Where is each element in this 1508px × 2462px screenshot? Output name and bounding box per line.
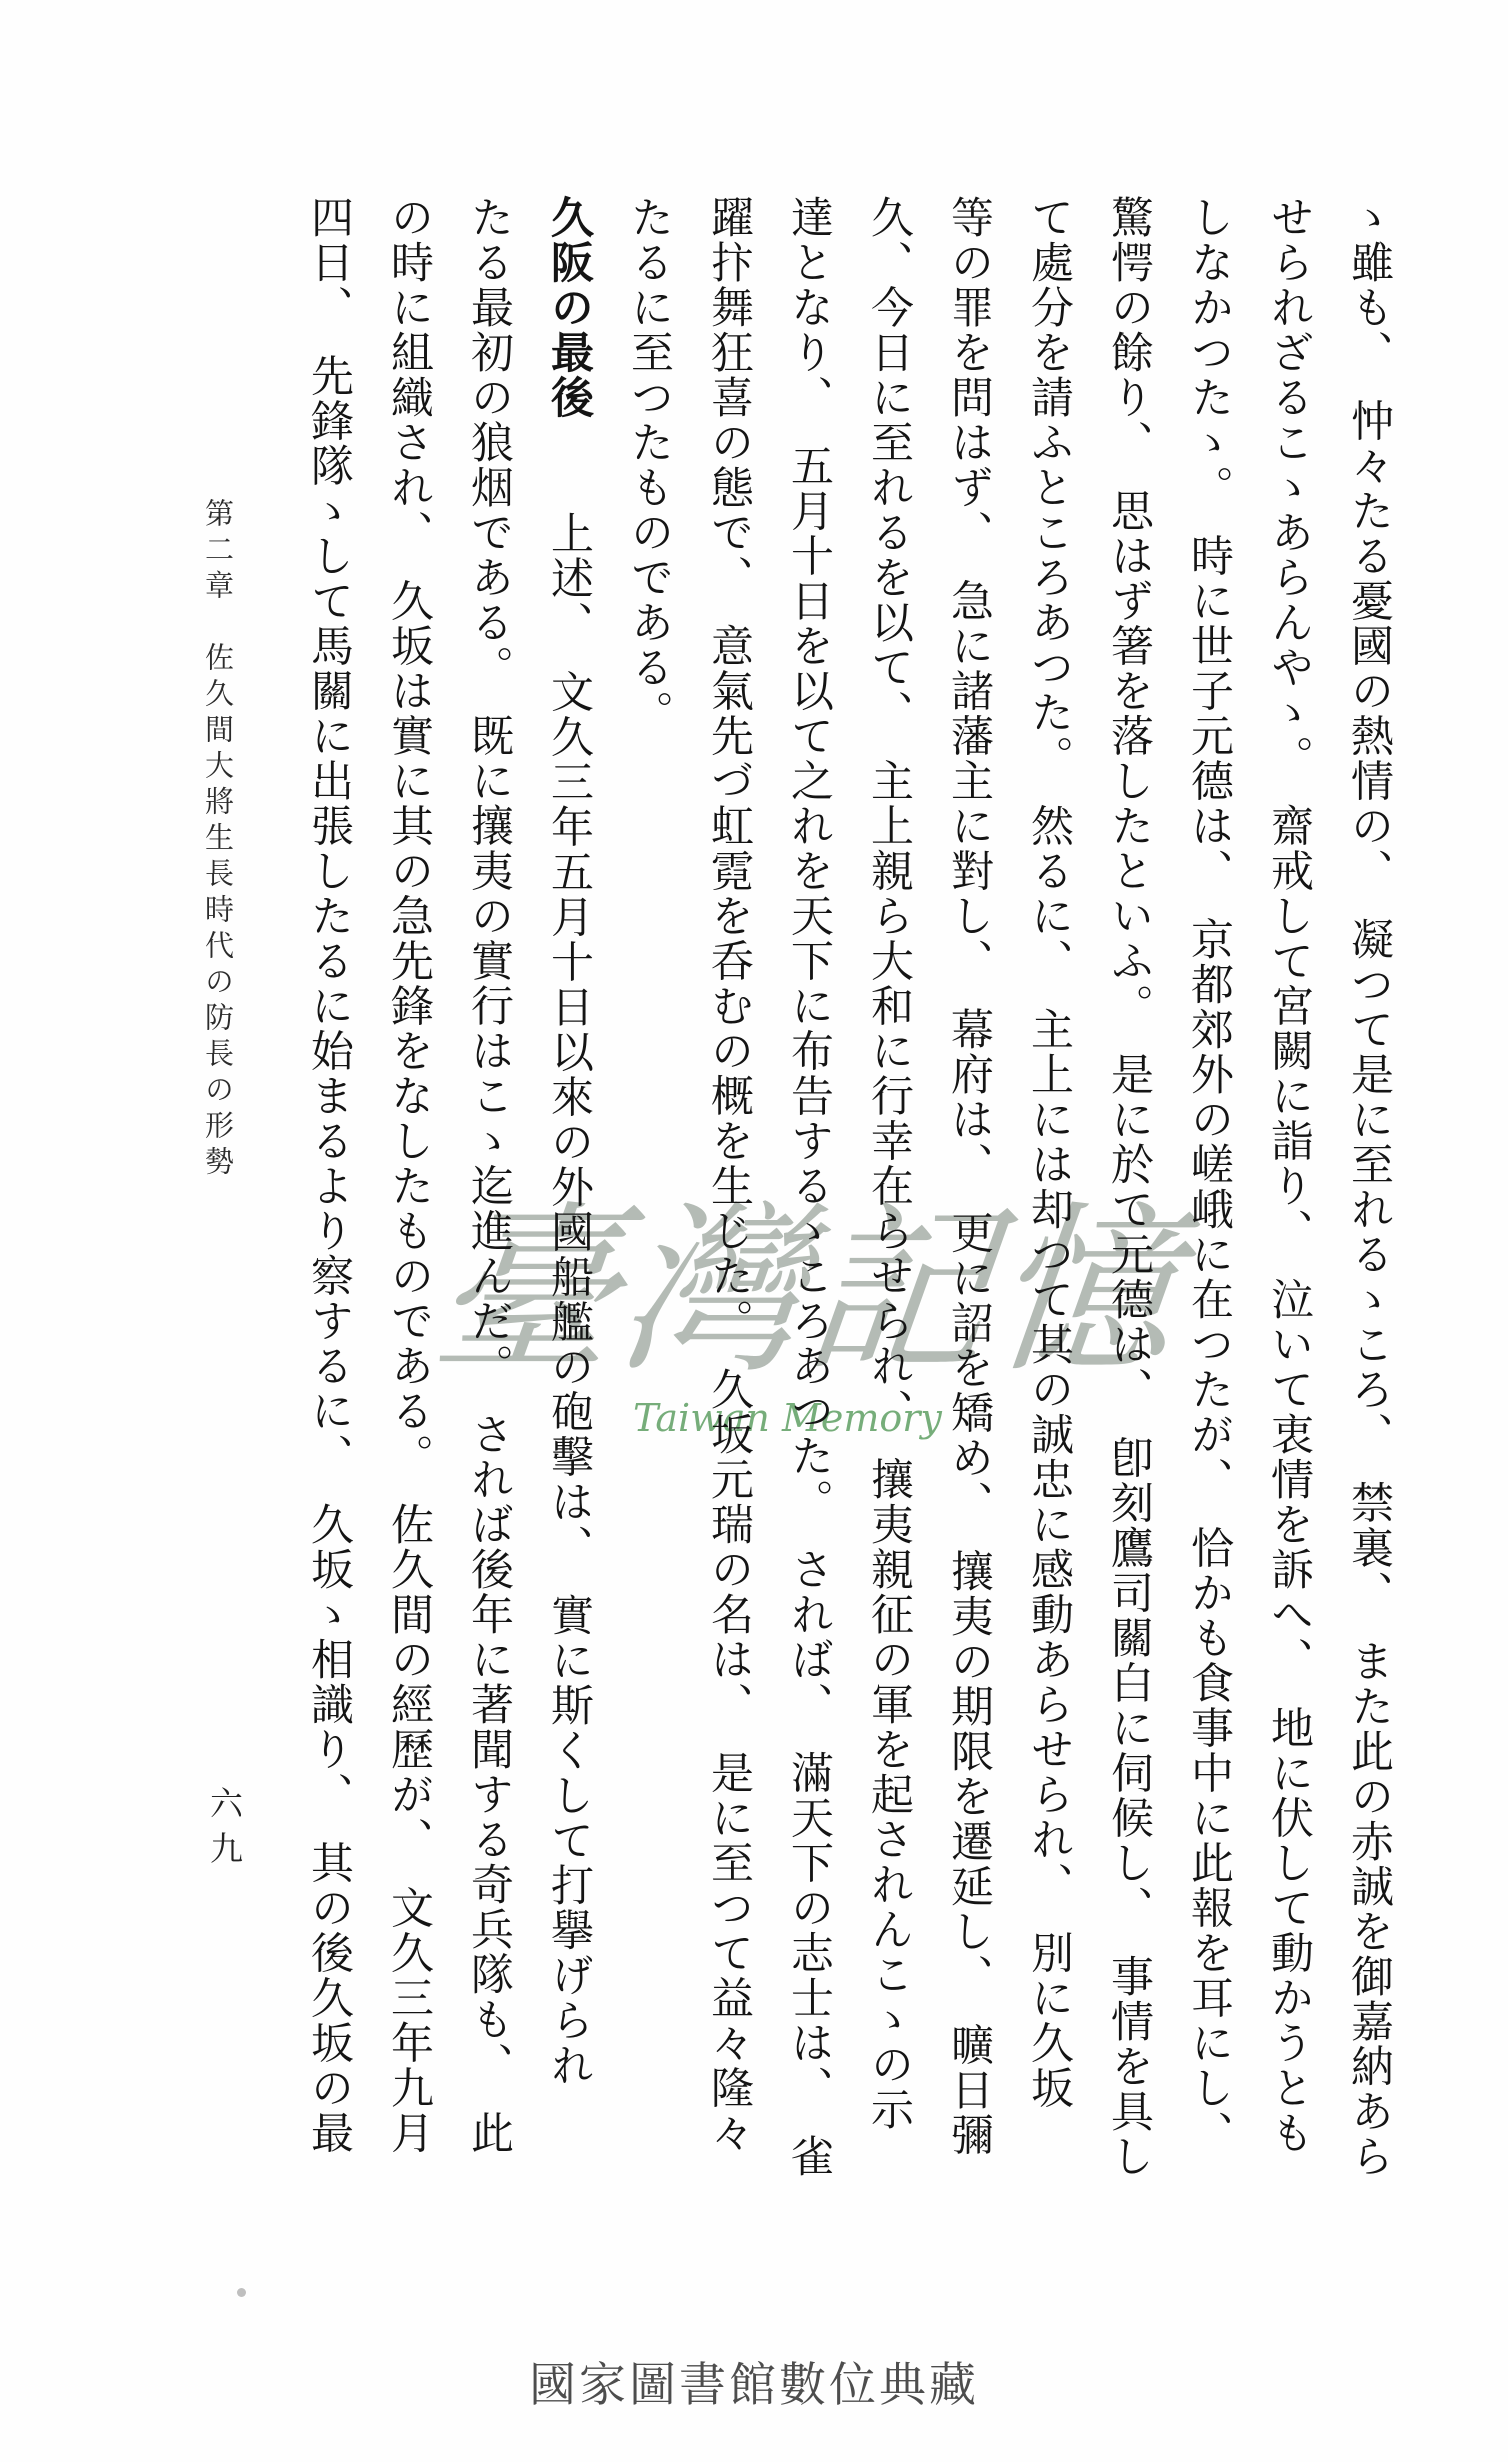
text-column-2: せられざるこゝあらんやゝ。 齋戒して宮闕に詣り、 泣いて衷情を訴へ、 地に伏して動かうとも [1265, 195, 1312, 2156]
text-column-5: て處分を請ふところあつた。 然るに、 主上には却つて其の誠忠に感動あらせられ、 別に久坂 [1025, 195, 1072, 2111]
taiwan-memory-latin-text: Taiwan Memory [633, 1396, 942, 1440]
text-column-12: たる最初の狼烟である。 既に攘夷の實行はこゝ迄進んだ。 されば後年に著聞する奇兵隊も、 此 [465, 195, 512, 2156]
text-column-7: 久、今日に至れるを以て、 主上親ら大和に行幸在らせられ、 攘夷親征の軍を起されんこゝの示 [865, 195, 912, 2132]
text-column-3: しなかつたゝ。 時に世子元德は、 京都郊外の嵯峨に在つたが、 恰かも食事中に此報を耳にし、 [1185, 195, 1232, 2156]
page-number: 六九 [205, 1786, 241, 1876]
text-column-6: 等の罪を問はず、 急に諸藩主に對し、 幕府は、 更に詔を矯め、 攘夷の期限を遷延し、 曠日彌 [945, 195, 992, 2158]
text-column-8: 達となり、 五月十日を以て之れを天下に布告するゝころあつた。 されば、 滿天下の志士は、 雀 [785, 195, 832, 2179]
text-column-13: の時に組織され、 久坂は實に其の急先鋒をなしたものである。 佐久間の經歷が、 文久三年九月 [385, 195, 432, 2156]
section-heading: 久阪の最後 [545, 195, 592, 420]
text-column-11 [510, 0, 590, 2462]
text-column-9: 躍抃舞狂喜の態で、 意氣先づ虹霓を呑むの概を生じた。 久坂元瑞の名は、 是に至つて益々隆々 [705, 195, 752, 2156]
taiwan-memory-seal-text: 臺灣記憶 [423, 1185, 1191, 1397]
text-column-11-body: 上述、 文久三年五月十日以來の外國船艦の砲擊は、 實に斯くして打擧げられ [545, 511, 592, 2088]
ink-speck [237, 2288, 246, 2297]
chapter-running-title: 第二章 佐久間大將生長時代の防長の形勢 [201, 498, 233, 1182]
library-archive-watermark: 國家圖書館數位典藏 [529, 2360, 979, 2412]
text-column-1: ゝ雖も、 忡々たる憂國の熱情の、 凝つて是に至れるゝころ、 禁裏、 また此の赤誠を御嘉納あら [1345, 195, 1392, 2179]
text-column-10: たるに至つたものである。 [625, 195, 672, 735]
main-text-block [270, 0, 1390, 2462]
text-column-14: 四日、 先鋒隊ゝして馬關に出張したるに始まるより察するに、 久坂ゝ相識り、 其の後久坂の最 [305, 195, 352, 2156]
text-column-4: 驚愕の餘り、 思はず箸を落したといふ。 是に於て元德は、 卽刻鷹司關白に伺候し、 事情を具し [1105, 195, 1152, 2179]
